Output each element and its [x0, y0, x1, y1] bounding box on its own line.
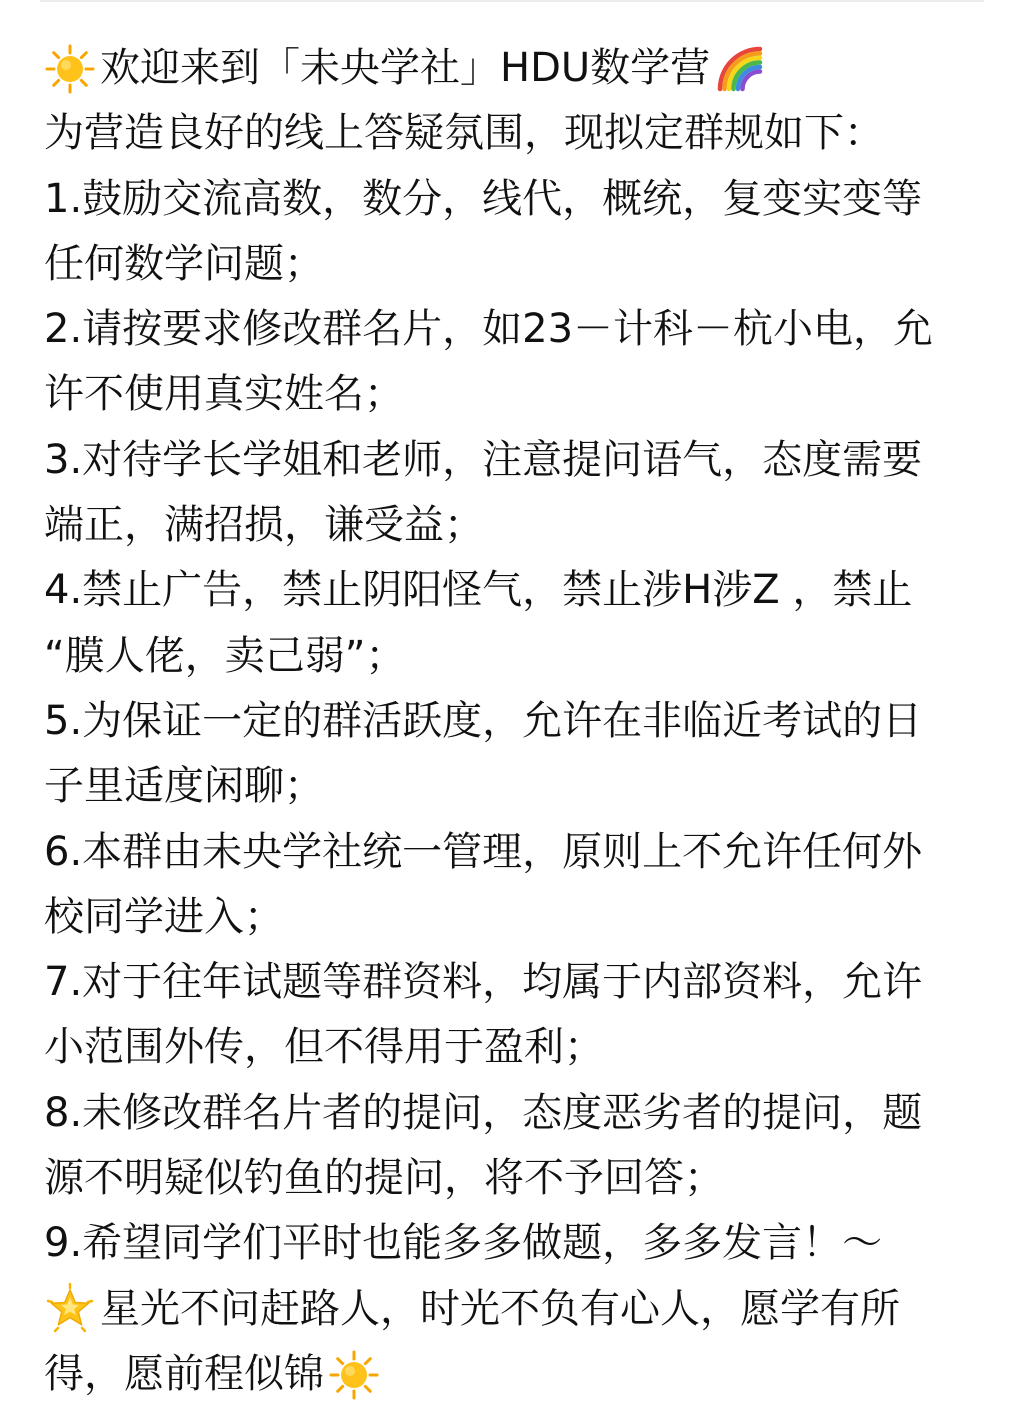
rule-line: 4.禁止广告，禁止阴阳怪气，禁止涉H涉Z ，禁止 — [44, 567, 913, 614]
rule-line: 源不明疑似钓鱼的提问，将不予回答； — [44, 1155, 724, 1202]
rule-line: 9.希望同学们平时也能多多做题，多多发言！～ — [44, 1220, 883, 1267]
rule-line: 端正，满招损，谦受益； — [44, 502, 484, 549]
sun-emoji-icon — [328, 1349, 380, 1401]
rule-line: 5.为保证一定的群活跃度，允许在非临近考试的日 — [44, 697, 923, 744]
sun-emoji-icon — [44, 43, 96, 95]
closing-text-2: 得，愿前程似锦 — [44, 1350, 324, 1397]
intro-line: 为营造良好的线上答疑氛围，现拟定群规如下： — [44, 110, 884, 157]
rule-line: 校同学进入； — [44, 893, 284, 940]
glowing-star-emoji-icon — [44, 1283, 96, 1335]
closing-line-2 — [44, 1342, 984, 1407]
rule-line: 6.本群由未央学社统一管理，原则上不允许任何外 — [44, 828, 923, 875]
rule-line: 子里适度闲聊； — [44, 763, 324, 810]
welcome-title: 欢迎来到「未央学社」HDU数学营 — [100, 45, 711, 91]
title-line — [44, 36, 984, 101]
rule-line: 3.对待学长学姐和老师，注意提问语气，态度需要 — [44, 436, 923, 483]
top-divider — [40, 0, 984, 2]
rule-line: “膜人佬，卖己弱”； — [44, 632, 406, 679]
rule-line: 2.请按要求修改群名片，如23－计科－杭小电，允 — [44, 306, 934, 353]
rule-line: 小范围外传，但不得用于盈利； — [44, 1024, 604, 1071]
rule-line: 任何数学问题； — [44, 240, 324, 287]
rule-line: 1.鼓励交流高数，数分，线代，概统，复变实变等 — [44, 175, 923, 222]
rule-line: 7.对于往年试题等群资料，均属于内部资料，允许 — [44, 959, 923, 1006]
closing-line-1 — [44, 1277, 984, 1342]
rainbow-emoji-icon — [714, 43, 766, 95]
rule-line: 8.未修改群名片者的提问，态度恶劣者的提问，题 — [44, 1089, 923, 1136]
rule-line: 许不使用真实姓名； — [44, 371, 404, 418]
closing-text-1: 星光不问赶路人，时光不负有心人，愿学有所 — [100, 1285, 900, 1332]
message-content — [44, 36, 984, 1407]
